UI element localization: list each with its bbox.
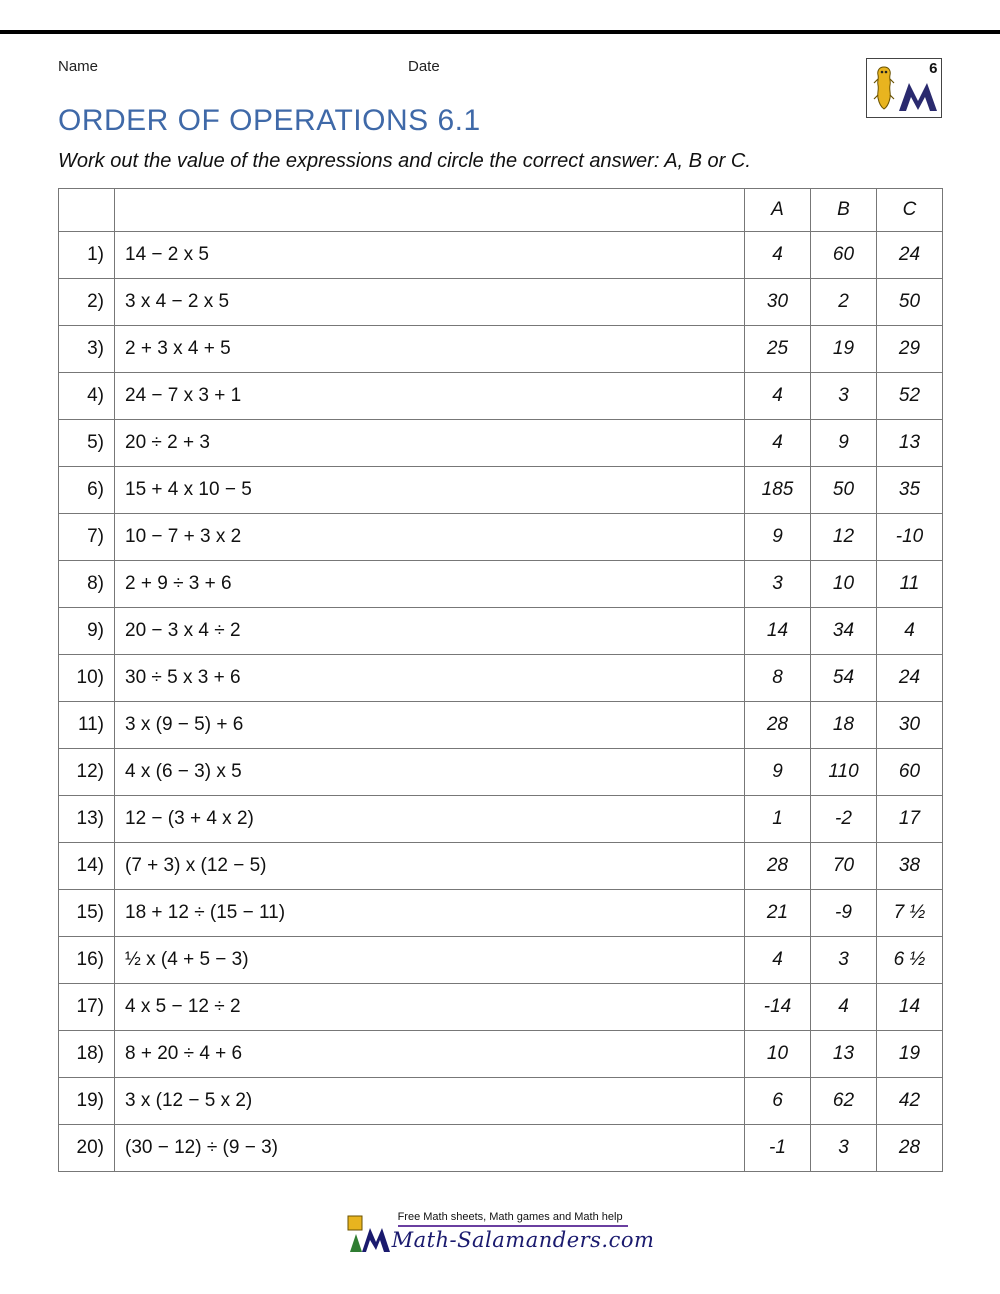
problem-expression: 20 ÷ 2 + 3 xyxy=(115,420,745,467)
answer-option-a[interactable]: 4 xyxy=(745,232,811,279)
answer-option-c[interactable]: 24 xyxy=(877,232,943,279)
grade-badge: 6 xyxy=(929,60,937,77)
problem-number: 16) xyxy=(59,937,115,984)
answer-option-a[interactable]: 185 xyxy=(745,467,811,514)
table-header-row xyxy=(59,189,943,232)
answer-option-c[interactable]: 30 xyxy=(877,702,943,749)
answer-option-c[interactable]: 24 xyxy=(877,655,943,702)
problem-expression: 3 x 4 − 2 x 5 xyxy=(115,279,745,326)
header-blank-expression xyxy=(115,189,745,232)
answer-option-a[interactable]: 3 xyxy=(745,561,811,608)
problem-expression: 15 + 4 x 10 − 5 xyxy=(115,467,745,514)
problem-number: 19) xyxy=(59,1078,115,1125)
table-row xyxy=(59,561,943,608)
answer-option-c[interactable]: 42 xyxy=(877,1078,943,1125)
letter-m-icon xyxy=(897,79,939,113)
header-option-b: B xyxy=(811,189,877,232)
answer-option-a[interactable]: 30 xyxy=(745,279,811,326)
problem-number: 2) xyxy=(59,279,115,326)
answer-option-b[interactable]: -2 xyxy=(811,796,877,843)
problem-expression: 20 − 3 x 4 ÷ 2 xyxy=(115,608,745,655)
student-meta-row xyxy=(58,58,848,75)
name-label: Name xyxy=(58,58,99,75)
footer xyxy=(0,1210,1000,1252)
answer-option-b[interactable]: -9 xyxy=(811,890,877,937)
brand-logo xyxy=(866,58,942,118)
answer-option-b[interactable]: 18 xyxy=(811,702,877,749)
answer-option-c[interactable]: 14 xyxy=(877,984,943,1031)
answer-option-b[interactable]: 62 xyxy=(811,1078,877,1125)
answer-option-b[interactable]: 50 xyxy=(811,467,877,514)
page-title: ORDER OF OPERATIONS 6.1 xyxy=(58,104,481,137)
problem-number: 15) xyxy=(59,890,115,937)
table-row xyxy=(59,890,943,937)
table-row xyxy=(59,279,943,326)
instructions-text: Work out the value of the expressions and circle the correct answer: A, B or C. xyxy=(58,150,751,172)
answer-option-b[interactable]: 10 xyxy=(811,561,877,608)
footer-site-name: Math-Salamanders.com xyxy=(391,1228,655,1252)
answer-option-c[interactable]: 4 xyxy=(877,608,943,655)
answer-option-a[interactable]: 4 xyxy=(745,937,811,984)
table-row xyxy=(59,608,943,655)
table-row xyxy=(59,843,943,890)
answer-option-c[interactable]: 35 xyxy=(877,467,943,514)
table-row xyxy=(59,1078,943,1125)
answer-option-c[interactable]: 13 xyxy=(877,420,943,467)
problem-expression: (7 + 3) x (12 − 5) xyxy=(115,843,745,890)
footer-rule xyxy=(398,1225,628,1227)
table-row xyxy=(59,1031,943,1078)
answer-option-a[interactable]: 9 xyxy=(745,749,811,796)
date-label: Date xyxy=(408,58,440,75)
problem-number: 7) xyxy=(59,514,115,561)
problem-number: 4) xyxy=(59,373,115,420)
problem-number: 17) xyxy=(59,984,115,1031)
answer-option-b[interactable]: 13 xyxy=(811,1031,877,1078)
problem-expression: 12 − (3 + 4 x 2) xyxy=(115,796,745,843)
table-row xyxy=(59,655,943,702)
salamander-mascot-icon xyxy=(872,65,896,111)
table-row xyxy=(59,232,943,279)
answer-option-c[interactable]: 11 xyxy=(877,561,943,608)
problem-number: 18) xyxy=(59,1031,115,1078)
problem-number: 6) xyxy=(59,467,115,514)
answer-option-b[interactable]: 3 xyxy=(811,937,877,984)
answer-option-b[interactable]: 70 xyxy=(811,843,877,890)
answer-option-a[interactable]: 21 xyxy=(745,890,811,937)
problem-number: 12) xyxy=(59,749,115,796)
table-row xyxy=(59,984,943,1031)
answer-option-c[interactable]: 29 xyxy=(877,326,943,373)
answer-option-b[interactable]: 3 xyxy=(811,1125,877,1172)
problem-expression: 30 ÷ 5 x 3 + 6 xyxy=(115,655,745,702)
answer-option-b[interactable]: 2 xyxy=(811,279,877,326)
answer-option-a[interactable]: 1 xyxy=(745,796,811,843)
answer-option-c[interactable]: 50 xyxy=(877,279,943,326)
footer-salamander-icon xyxy=(346,1214,392,1254)
problem-number: 9) xyxy=(59,608,115,655)
table-row xyxy=(59,702,943,749)
top-rule-divider xyxy=(0,30,1000,34)
answer-option-c[interactable]: 19 xyxy=(877,1031,943,1078)
answer-option-c[interactable]: 52 xyxy=(877,373,943,420)
answer-option-b[interactable]: 19 xyxy=(811,326,877,373)
header-option-a: A xyxy=(745,189,811,232)
problem-expression: 10 − 7 + 3 x 2 xyxy=(115,514,745,561)
answer-option-c[interactable]: -10 xyxy=(877,514,943,561)
table-row xyxy=(59,373,943,420)
answer-option-b[interactable]: 54 xyxy=(811,655,877,702)
table-row xyxy=(59,326,943,373)
answer-option-b[interactable]: 4 xyxy=(811,984,877,1031)
answer-option-c[interactable]: 60 xyxy=(877,749,943,796)
problems-table xyxy=(58,188,943,1172)
problem-expression: 4 x 5 − 12 ÷ 2 xyxy=(115,984,745,1031)
header-option-c: C xyxy=(877,189,943,232)
problem-expression: 18 + 12 ÷ (15 − 11) xyxy=(115,890,745,937)
problem-expression: (30 − 12) ÷ (9 − 3) xyxy=(115,1125,745,1172)
table-row xyxy=(59,796,943,843)
problem-expression: 24 − 7 x 3 + 1 xyxy=(115,373,745,420)
answer-option-c[interactable]: 7 ½ xyxy=(877,890,943,937)
answer-option-a[interactable]: 25 xyxy=(745,326,811,373)
table-row xyxy=(59,467,943,514)
problem-number: 3) xyxy=(59,326,115,373)
answer-option-a[interactable]: 14 xyxy=(745,608,811,655)
answer-option-a[interactable]: 10 xyxy=(745,1031,811,1078)
answer-option-a[interactable]: 4 xyxy=(745,373,811,420)
answer-option-a[interactable]: -1 xyxy=(745,1125,811,1172)
answer-option-b[interactable]: 3 xyxy=(811,373,877,420)
problem-expression: ½ x (4 + 5 − 3) xyxy=(115,937,745,984)
answer-option-a[interactable]: 28 xyxy=(745,702,811,749)
problem-expression: 14 − 2 x 5 xyxy=(115,232,745,279)
answer-option-b[interactable]: 12 xyxy=(811,514,877,561)
problem-expression: 2 + 3 x 4 + 5 xyxy=(115,326,745,373)
problem-number: 11) xyxy=(59,702,115,749)
table-row xyxy=(59,1125,943,1172)
answer-option-b[interactable]: 9 xyxy=(811,420,877,467)
answer-option-c[interactable]: 28 xyxy=(877,1125,943,1172)
answer-option-a[interactable]: 8 xyxy=(745,655,811,702)
problem-number: 13) xyxy=(59,796,115,843)
problem-number: 20) xyxy=(59,1125,115,1172)
answer-option-b[interactable]: 34 xyxy=(811,608,877,655)
answer-option-c[interactable]: 17 xyxy=(877,796,943,843)
answer-option-a[interactable]: 4 xyxy=(745,420,811,467)
table-row xyxy=(59,937,943,984)
answer-option-b[interactable]: 60 xyxy=(811,232,877,279)
answer-option-b[interactable]: 110 xyxy=(811,749,877,796)
answer-option-c[interactable]: 6 ½ xyxy=(877,937,943,984)
problem-number: 1) xyxy=(59,232,115,279)
answer-option-a[interactable]: 9 xyxy=(745,514,811,561)
problem-number: 5) xyxy=(59,420,115,467)
problem-expression: 3 x (12 − 5 x 2) xyxy=(115,1078,745,1125)
answer-option-a[interactable]: -14 xyxy=(745,984,811,1031)
problem-number: 14) xyxy=(59,843,115,890)
problem-number: 8) xyxy=(59,561,115,608)
table-row xyxy=(59,749,943,796)
footer-tagline: Free Math sheets, Math games and Math help xyxy=(397,1211,623,1223)
answer-option-a[interactable]: 6 xyxy=(745,1078,811,1125)
problem-number: 10) xyxy=(59,655,115,702)
problem-expression: 4 x (6 − 3) x 5 xyxy=(115,749,745,796)
answer-option-a[interactable]: 28 xyxy=(745,843,811,890)
table-row xyxy=(59,514,943,561)
header-blank-number xyxy=(59,189,115,232)
table-row xyxy=(59,420,943,467)
problem-expression: 8 + 20 ÷ 4 + 6 xyxy=(115,1031,745,1078)
answer-option-c[interactable]: 38 xyxy=(877,843,943,890)
problem-expression: 3 x (9 − 5) + 6 xyxy=(115,702,745,749)
problem-expression: 2 + 9 ÷ 3 + 6 xyxy=(115,561,745,608)
